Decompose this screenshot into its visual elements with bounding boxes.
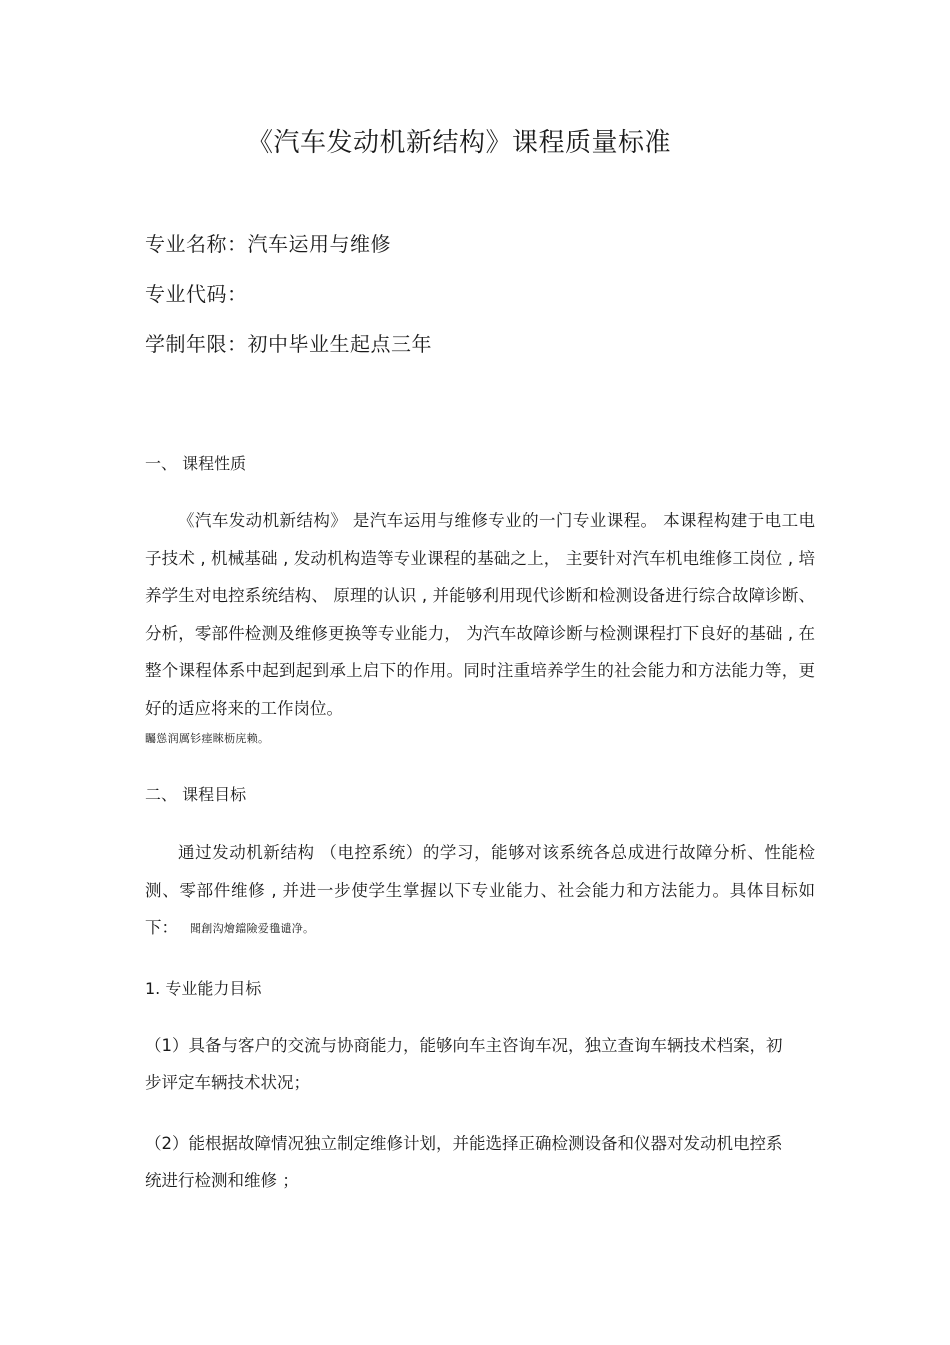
document-title: 《汽车发动机新结构》课程质量标准	[246, 128, 671, 158]
goal-item: （2）能根据故障情况独立制定维修计划，并能选择正确检测设备和仪器对发动机电控系统进行检测和维修 ；	[145, 1134, 783, 1190]
goal-item: （1）具备与客户的交流与协商能力，能够向车主咨询车况，独立查询车辆技术档案，初步评定车辆技术状况；	[145, 1036, 783, 1092]
garbled-text: 聞創沟燴鐺險爱氇谴净。	[190, 922, 315, 935]
major-code: 专业代码：	[145, 282, 248, 306]
study-duration: 学制年限：初中毕业生起点三年	[145, 332, 432, 356]
garbled-text: 矚慫润厲钐瘗睞枥庑赖。	[145, 732, 270, 745]
course-nature-paragraph: 《汽车发动机新结构》 是汽车运用与维修专业的一门专业课程。 本课程构建于电工电子技术 , 机械基础 , 发动机构造等专业课程的基础之上， 主要针对汽车机电维修工岗位 , 培养学生对电控系统结构、 原理的认识 , 并能够利用现代诊断和检测设备进行综合故障诊断、 分析，零部件检测及维修更换等专业能力， 为汽车故障诊断与检测课程打下良好的基础 , 在整个课程体系中起到起到承上启下的作用。同时注重培养学生的社会能力和方法能力等，更好的适应将来的工作岗位。	[145, 511, 815, 718]
course-goals-paragraph	[145, 834, 815, 948]
subheading-professional-ability: 1. 专业能力目标	[145, 979, 262, 998]
section-heading-course-nature: 一、 课程性质	[145, 454, 247, 473]
course-goals-text: 通过发动机新结构 （电控系统）的学习，能够对该系统各总成进行故障分析、性能检测、零部件维修 , 并进一步使学生掌握以下专业能力、社会能力和方法能力。具体目标如下：	[145, 843, 815, 937]
section-heading-course-goals: 二、 课程目标	[145, 785, 247, 804]
major-name: 专业名称：汽车运用与维修	[145, 232, 391, 256]
